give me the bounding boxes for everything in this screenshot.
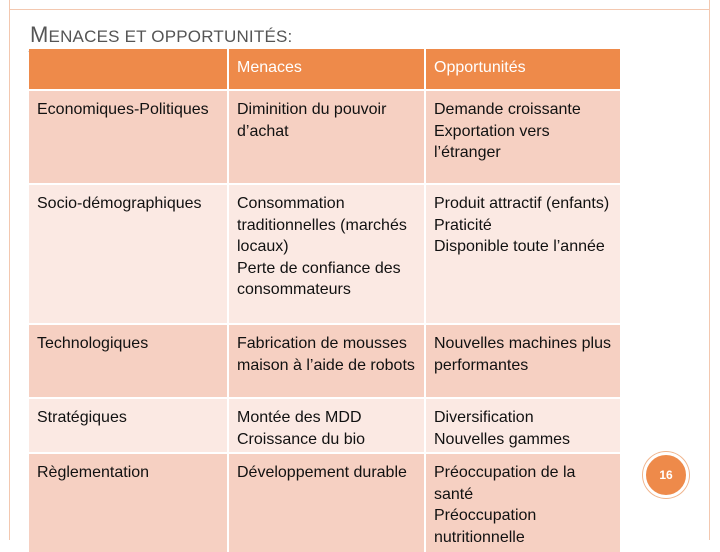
- row-category: Règlementation: [29, 452, 227, 552]
- row-menaces: Fabrication de mousses maison à l’aide de robots: [227, 323, 424, 397]
- row-opportunites: Préoccupation de la santé Préoccupation nutritionnelle: [424, 452, 620, 552]
- row-opportunites: Nouvelles machines plus performantes: [424, 323, 620, 397]
- page-title: MENACES ET OPPORTUNITÉS:: [30, 22, 293, 47]
- header-menaces: Menaces: [227, 49, 424, 89]
- slide-border-right: [709, 0, 710, 540]
- table-row: [29, 452, 620, 552]
- swot-table: [29, 49, 620, 552]
- row-category: Stratégiques: [29, 397, 227, 452]
- row-menaces: Consommation traditionnelles (marchés locaux) Perte de confiance des consommateurs: [227, 183, 424, 323]
- row-menaces: Montée des MDD Croissance du bio: [227, 397, 424, 452]
- row-category: Technologiques: [29, 323, 227, 397]
- row-category: Economiques-Politiques: [29, 89, 227, 183]
- table-row: [29, 397, 620, 452]
- row-opportunites: Demande croissante Exportation vers l’étranger: [424, 89, 620, 183]
- slide-border-top: [9, 9, 710, 10]
- row-menaces: Développement durable: [227, 452, 424, 552]
- row-category: Socio-démographiques: [29, 183, 227, 323]
- header-category: [29, 49, 227, 89]
- row-opportunites: Diversification Nouvelles gammes: [424, 397, 620, 452]
- header-opportunites: Opportunités: [424, 49, 620, 89]
- table-row: [29, 89, 620, 183]
- table-row: [29, 323, 620, 397]
- slide-border-left: [9, 0, 10, 540]
- table-row: [29, 183, 620, 323]
- row-opportunites: Produit attractif (enfants) Praticité Disponible toute l’année: [424, 183, 620, 323]
- table-header-row: [29, 49, 620, 89]
- row-menaces: Diminition du pouvoir d’achat: [227, 89, 424, 183]
- page-number-badge: 16: [643, 452, 689, 498]
